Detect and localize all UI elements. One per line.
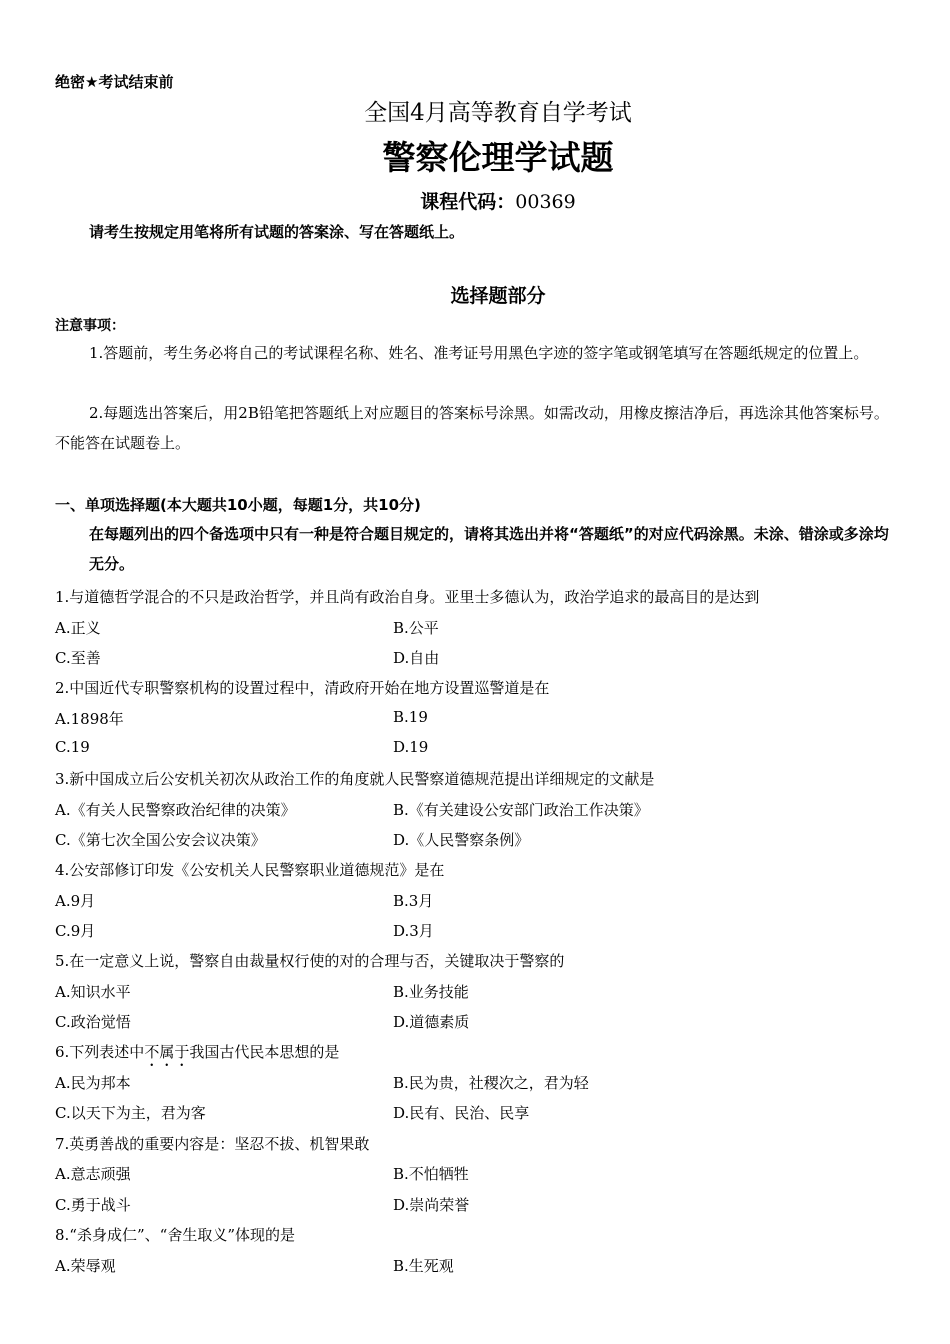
confidential-label: 绝密★考试结束前 [55, 73, 174, 91]
option-d: D.19 [393, 738, 429, 756]
option-b: B.民为贵，社稷次之，君为轻 [393, 1074, 589, 1092]
option-c: C.至善 [55, 649, 101, 667]
emphasized-text: 不属于 [144, 1043, 190, 1061]
option-b: B.公平 [393, 619, 439, 637]
option-a: A.意志顽强 [55, 1165, 131, 1183]
option-c: C.政治觉悟 [55, 1013, 131, 1031]
section-title: 选择题部分 [450, 285, 546, 307]
option-a: A.9月 [55, 892, 96, 910]
option-a: A.1898年 [55, 710, 124, 728]
question-stem: 4.公安部修订印发《公安机关人民警察职业道德规范》是在 [55, 861, 445, 879]
notes-heading: 注意事项： [55, 318, 125, 334]
option-c: C.9月 [55, 922, 96, 940]
question-stem-text: 6.下列表述中 [55, 1043, 145, 1061]
question-stem: 7.英勇善战的重要内容是：坚忍不拔、机智果敢 [55, 1135, 370, 1153]
part-description: 在每题列出的四个备选项中只有一种是符合题目规定的，请将其选出并将“答题纸”的对应代码涂黑。未涂、错涂或多涂均无分。 [89, 525, 889, 573]
option-d: D.道德素质 [393, 1013, 470, 1031]
option-b: B.19 [393, 708, 428, 726]
course-code-value: 00369 [515, 191, 576, 213]
question-stem: 8.“杀身成仁”、“舍生取义”体现的是 [55, 1226, 295, 1244]
question-stem: 1.与道德哲学混合的不只是政治哲学，并且尚有政治自身。亚里士多德认为，政治学追求的最高目的是达到 [55, 588, 760, 606]
question-stem: 3.新中国成立后公安机关初次从政治工作的角度就人民警察道德规范提出详细规定的文献是 [55, 770, 655, 788]
answer-instruction: 请考生按规定用笔将所有试题的答案涂、写在答题纸上。 [89, 223, 465, 241]
option-b: B.生死观 [393, 1257, 454, 1275]
option-c: C.《第七次全国公安会议决策》 [55, 831, 266, 849]
option-a: A.正义 [55, 619, 101, 637]
option-d: D.《人民警察条例》 [393, 831, 530, 849]
note-2: 2.每题选出答案后，用2B铅笔把答题纸上对应题目的答案标号涂黑。如需改动，用橡皮擦洁净后，再选涂其他答案标号。不能答在试题卷上。 [55, 404, 889, 452]
paper-title: 警察伦理学试题 [382, 138, 614, 177]
exam-title: 全国4月高等教育自学考试 [364, 100, 632, 126]
course-code-label: 课程代码： [420, 191, 516, 213]
option-c: C.19 [55, 738, 90, 756]
question-stem [55, 1041, 339, 1070]
option-b: B.《有关建设公安部门政治工作决策》 [393, 801, 649, 819]
option-d: D.民有、民治、民享 [393, 1104, 530, 1122]
option-d: D.3月 [393, 922, 434, 940]
option-a: A.民为邦本 [55, 1074, 131, 1092]
option-b: B.3月 [393, 892, 434, 910]
option-d: D.自由 [393, 649, 440, 667]
part-heading: 一、单项选择题(本大题共10小题，每题1分，共10分) [55, 496, 421, 514]
option-b: B.不怕牺牲 [393, 1165, 469, 1183]
question-stem-text: 我国古代民本思想的是 [189, 1043, 340, 1061]
option-a: A.荣辱观 [55, 1257, 116, 1275]
option-a: A.知识水平 [55, 983, 131, 1001]
note-1: 1.答题前，考生务必将自己的考试课程名称、姓名、准考证号用黑色字迹的签字笔或钢笔填写在答题纸规定的位置上。 [89, 344, 869, 362]
option-d: D.崇尚荣誉 [393, 1196, 470, 1214]
option-c: C.以天下为主，君为客 [55, 1104, 206, 1122]
question-stem: 5.在一定意义上说，警察自由裁量权行使的对的合理与否，关键取决于警察的 [55, 952, 565, 970]
option-b: B.业务技能 [393, 983, 469, 1001]
question-stem: 2.中国近代专职警察机构的设置过程中，清政府开始在地方设置巡警道是在 [55, 679, 550, 697]
course-code [0, 187, 950, 214]
option-a: A.《有关人民警察政治纪律的决策》 [55, 801, 296, 819]
option-c: C.勇于战斗 [55, 1196, 131, 1214]
